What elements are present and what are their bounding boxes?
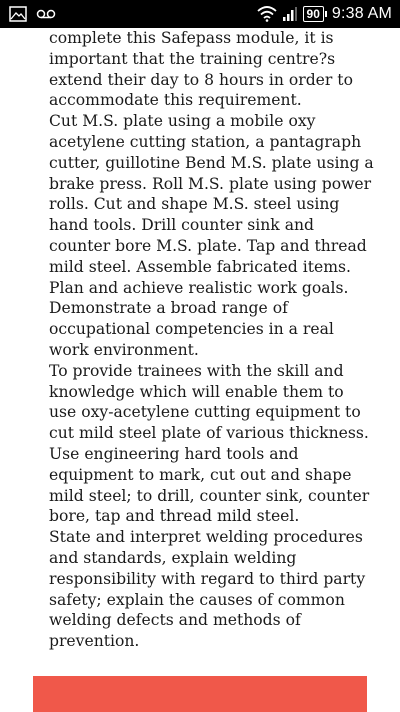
status-icons: [257, 0, 392, 28]
battery-icon: 90: [303, 6, 324, 22]
article-paragraph: State and interpret welding procedures and standards, explain welding responsibility with regard to third party safety; explain the causes of common welding defects and methods of prevention.: [49, 528, 366, 651]
ad-banner[interactable]: [33, 676, 367, 712]
article-content: [49, 28, 394, 668]
signal-icon: [283, 7, 297, 21]
article-paragraph: To provide trainees with the skill and knowledge which will enable them to use oxy-acetylene cutting equipment to cut mild steel plate of various thickness. Use engineering hard tools and equipment to mark, cut out and shape mild steel; to drill, counter sink, counter bore, tap and thread mild steel.: [49, 361, 370, 526]
voicemail-icon: [36, 9, 56, 19]
article-paragraph: complete this Safepass module, it is important that the training centre?s extend their day to 8 hours in order to accommodate this requirement.: [49, 29, 353, 110]
clock: 9:38 AM: [331, 5, 392, 22]
image-icon: [9, 6, 27, 22]
article-paragraph: Cut M.S. plate using a mobile oxy acetylene cutting station, a pantagraph cutter, guillotine Bend M.S. plate using a brake press. Roll M.S. plate using power rolls. Cut and shape M.S. steel using hand tools. Drill counter sink and counter bore M.S. plate. Tap and thread mild steel. Assemble fabricated items. Plan and achieve realistic work goals. Demonstrate a broad range of occupational competencies in a real work environment.: [49, 112, 374, 359]
status-bar: [0, 0, 400, 28]
wifi-icon: [257, 6, 277, 22]
